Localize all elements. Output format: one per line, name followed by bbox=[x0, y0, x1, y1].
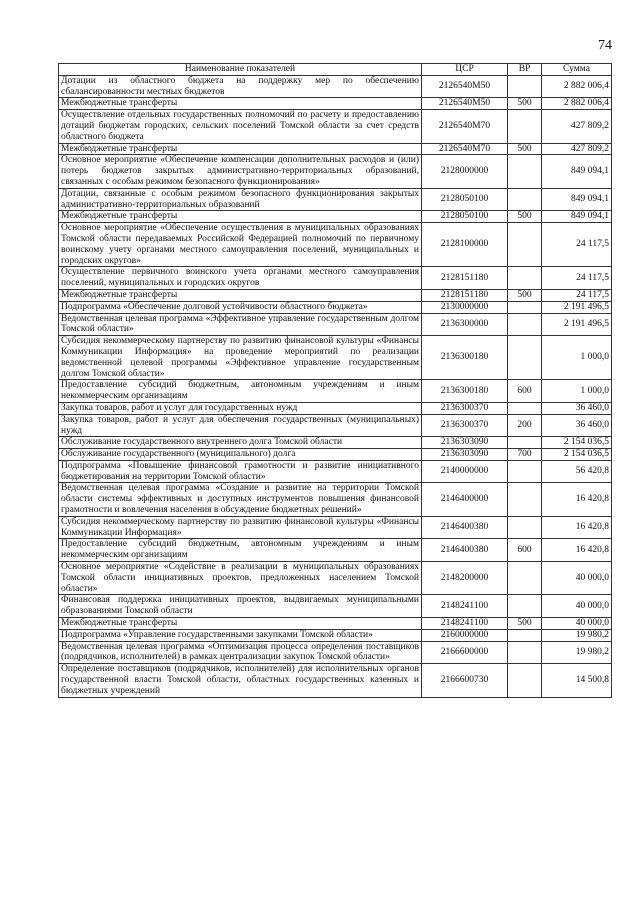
cell-sum: 849 094,1 bbox=[542, 211, 612, 223]
table-row bbox=[59, 449, 612, 461]
cell-csr: 2128000000 bbox=[422, 155, 508, 188]
table-header-row bbox=[59, 64, 612, 76]
cell-sum: 2 882 006,4 bbox=[542, 75, 612, 98]
cell-sum: 40 000,0 bbox=[542, 595, 612, 618]
cell-csr: 2136300180 bbox=[422, 380, 508, 403]
cell-sum: 19 980,2 bbox=[542, 629, 612, 641]
cell-sum: 2 191 496,5 bbox=[542, 313, 612, 336]
cell-name: Предоставление субсидий бюджетным, автономным учреждениям и иным некоммерческим организациям bbox=[59, 539, 422, 562]
table-row bbox=[59, 289, 612, 301]
cell-name: Осуществление отдельных государственных полномочий по расчету и предоставлению дотаций бюджетам городских, сельских поселений Томской области за счет средств областного бюджета bbox=[59, 110, 422, 143]
cell-csr: 2148241100 bbox=[422, 618, 508, 630]
cell-name: Межбюджетные трансферты bbox=[59, 211, 422, 223]
cell-sum: 36 460,0 bbox=[542, 414, 612, 437]
cell-csr: 2128050100 bbox=[422, 211, 508, 223]
cell-csr: 2128151180 bbox=[422, 289, 508, 301]
cell-csr: 2148200000 bbox=[422, 562, 508, 595]
cell-sum: 24 117,5 bbox=[542, 223, 612, 267]
table-row bbox=[59, 629, 612, 641]
cell-vr bbox=[508, 75, 542, 98]
cell-sum: 19 980,2 bbox=[542, 641, 612, 664]
cell-csr: 2136300000 bbox=[422, 313, 508, 336]
cell-sum: 14 500,8 bbox=[542, 664, 612, 697]
table-row bbox=[59, 188, 612, 211]
cell-sum: 427 809,2 bbox=[542, 110, 612, 143]
cell-name: Закупка товаров, работ и услуг для обеспечения государственных (муниципальных) нужд bbox=[59, 414, 422, 437]
cell-vr bbox=[508, 595, 542, 618]
cell-sum: 2 882 006,4 bbox=[542, 98, 612, 110]
cell-csr: 2160000000 bbox=[422, 629, 508, 641]
cell-name: Финансовая поддержка инициативных проектов, выдвигаемых муниципальными образованиями Томской области bbox=[59, 595, 422, 618]
cell-name: Определение поставщиков (подрядчиков, исполнителей) для исполнительных органов государственной власти Томской области, областных государственных казенных и бюджетных учреждений bbox=[59, 664, 422, 697]
cell-csr: 2126540М70 bbox=[422, 143, 508, 155]
cell-name: Ведомственная целевая программа «Оптимизация процесса определения поставщиков (подрядчиков, исполнителей) в рамках централизации закупок Томской области» bbox=[59, 641, 422, 664]
table-row bbox=[59, 143, 612, 155]
table-row bbox=[59, 155, 612, 188]
table-body bbox=[59, 75, 612, 697]
cell-vr bbox=[508, 223, 542, 267]
header-csr: ЦСР bbox=[422, 64, 508, 76]
cell-csr: 2136303090 bbox=[422, 449, 508, 461]
cell-name: Межбюджетные трансферты bbox=[59, 618, 422, 630]
cell-sum: 40 000,0 bbox=[542, 618, 612, 630]
table-row bbox=[59, 110, 612, 143]
cell-vr bbox=[508, 313, 542, 336]
cell-sum: 2 154 036,5 bbox=[542, 449, 612, 461]
cell-csr: 2146400380 bbox=[422, 516, 508, 539]
cell-csr: 2166600730 bbox=[422, 664, 508, 697]
cell-name: Обслуживание государственного (муниципального) долга bbox=[59, 449, 422, 461]
cell-csr: 2130000000 bbox=[422, 301, 508, 313]
table-row bbox=[59, 483, 612, 516]
cell-vr bbox=[508, 437, 542, 449]
cell-sum: 427 809,2 bbox=[542, 143, 612, 155]
table-row bbox=[59, 414, 612, 437]
cell-name: Предоставление субсидий бюджетным, автономным учреждениям и иным некоммерческим организациям bbox=[59, 380, 422, 403]
table-row bbox=[59, 380, 612, 403]
cell-sum: 849 094,1 bbox=[542, 188, 612, 211]
cell-name: Межбюджетные трансферты bbox=[59, 289, 422, 301]
table-row bbox=[59, 562, 612, 595]
cell-sum: 2 191 496,5 bbox=[542, 301, 612, 313]
table-row bbox=[59, 301, 612, 313]
cell-name: Субсидия некоммерческому партнерству по развитию финансовой культуры «Финансы Коммуникации Информация» bbox=[59, 516, 422, 539]
header-vr: ВР bbox=[508, 64, 542, 76]
cell-vr bbox=[508, 483, 542, 516]
cell-sum: 1 000,0 bbox=[542, 380, 612, 403]
cell-name: Закупка товаров, работ и услуг для государственных нужд bbox=[59, 402, 422, 414]
cell-sum: 24 117,5 bbox=[542, 267, 612, 290]
cell-vr bbox=[508, 516, 542, 539]
cell-name: Межбюджетные трансферты bbox=[59, 98, 422, 110]
cell-vr bbox=[508, 402, 542, 414]
table-row bbox=[59, 75, 612, 98]
cell-vr: 500 bbox=[508, 143, 542, 155]
cell-sum: 56 420,8 bbox=[542, 460, 612, 483]
cell-name: Дотации из областного бюджета на поддержку мер по обеспечению сбалансированности местных бюджетов bbox=[59, 75, 422, 98]
cell-vr: 500 bbox=[508, 618, 542, 630]
cell-sum: 16 420,8 bbox=[542, 483, 612, 516]
table-row bbox=[59, 664, 612, 697]
cell-vr: 200 bbox=[508, 414, 542, 437]
table-row bbox=[59, 539, 612, 562]
table-row bbox=[59, 211, 612, 223]
cell-name: Субсидия некоммерческому партнерству по развитию финансовой культуры «Финансы Коммуникации Информация» на проведение мероприятий по реализации ведомственной целевой программы «Эффективное управление государственным долгом Томской области» bbox=[59, 336, 422, 380]
cell-vr bbox=[508, 155, 542, 188]
cell-sum: 40 000,0 bbox=[542, 562, 612, 595]
cell-sum: 849 094,1 bbox=[542, 155, 612, 188]
cell-name: Обслуживание государственного внутреннего долга Томской области bbox=[59, 437, 422, 449]
cell-vr bbox=[508, 188, 542, 211]
cell-vr bbox=[508, 460, 542, 483]
cell-csr: 2126540М50 bbox=[422, 98, 508, 110]
table-row bbox=[59, 267, 612, 290]
cell-csr: 2128050100 bbox=[422, 188, 508, 211]
cell-vr bbox=[508, 267, 542, 290]
cell-name: Подпрограмма «Управление государственными закупками Томской области» bbox=[59, 629, 422, 641]
cell-sum: 24 117,5 bbox=[542, 289, 612, 301]
cell-csr: 2146400380 bbox=[422, 539, 508, 562]
cell-csr: 2136303090 bbox=[422, 437, 508, 449]
cell-vr: 600 bbox=[508, 380, 542, 403]
header-name: Наименование показателей bbox=[59, 64, 422, 76]
cell-csr: 2126540М50 bbox=[422, 75, 508, 98]
cell-vr: 500 bbox=[508, 98, 542, 110]
cell-sum: 36 460,0 bbox=[542, 402, 612, 414]
cell-vr bbox=[508, 641, 542, 664]
cell-csr: 2128151180 bbox=[422, 267, 508, 290]
cell-name: Ведомственная целевая программа «Создание и развитие на территории Томской области системы эффективных и доступных инструментов повышения финансовой грамотности и вовлечения населения в обсуждение бюджетных решений» bbox=[59, 483, 422, 516]
cell-csr: 2136300370 bbox=[422, 414, 508, 437]
cell-vr: 500 bbox=[508, 211, 542, 223]
cell-name: Ведомственная целевая программа «Эффективное управление государственным долгом Томской области» bbox=[59, 313, 422, 336]
cell-csr: 2140000000 bbox=[422, 460, 508, 483]
cell-sum: 16 420,8 bbox=[542, 516, 612, 539]
cell-csr: 2128100000 bbox=[422, 223, 508, 267]
budget-table bbox=[58, 63, 612, 698]
cell-vr: 600 bbox=[508, 539, 542, 562]
cell-vr bbox=[508, 664, 542, 697]
cell-name: Подпрограмма «Обеспечение долговой устойчивости областного бюджета» bbox=[59, 301, 422, 313]
cell-vr bbox=[508, 562, 542, 595]
cell-vr bbox=[508, 301, 542, 313]
table-row bbox=[59, 437, 612, 449]
cell-vr bbox=[508, 336, 542, 380]
cell-csr: 2136300180 bbox=[422, 336, 508, 380]
cell-name: Осуществление первичного воинского учета органами местного самоуправления поселений, муниципальных и городских округов bbox=[59, 267, 422, 290]
header-sum: Сумма bbox=[542, 64, 612, 76]
cell-name: Основное мероприятие «Обеспечение осуществления в муниципальных образованиях Томской области передаваемых Российской Федерацией полномочий по первичному воинскому учету органами местного самоуправления поселений, муниципальных и городских округов» bbox=[59, 223, 422, 267]
cell-sum: 1 000,0 bbox=[542, 336, 612, 380]
cell-csr: 2166600000 bbox=[422, 641, 508, 664]
cell-sum: 16 420,8 bbox=[542, 539, 612, 562]
table-row bbox=[59, 595, 612, 618]
table-row bbox=[59, 516, 612, 539]
table-row bbox=[59, 641, 612, 664]
cell-vr bbox=[508, 629, 542, 641]
cell-csr: 2126540М70 bbox=[422, 110, 508, 143]
table-row bbox=[59, 618, 612, 630]
cell-vr bbox=[508, 110, 542, 143]
table-row bbox=[59, 223, 612, 267]
table-row bbox=[59, 460, 612, 483]
cell-vr: 700 bbox=[508, 449, 542, 461]
cell-vr: 500 bbox=[508, 289, 542, 301]
cell-name: Основное мероприятие «Обеспечение компенсации дополнительных расходов и (или) потерь бюджетов закрытых административно-территориальных образований, связанных с особым режимом безопасного функционирования» bbox=[59, 155, 422, 188]
cell-name: Основное мероприятие «Содействие в реализации в муниципальных образованиях Томской области инициативных проектов, предложенных населением Томской области» bbox=[59, 562, 422, 595]
cell-sum: 2 154 036,5 bbox=[542, 437, 612, 449]
table-row bbox=[59, 336, 612, 380]
cell-csr: 2146400000 bbox=[422, 483, 508, 516]
cell-csr: 2136300370 bbox=[422, 402, 508, 414]
cell-csr: 2148241100 bbox=[422, 595, 508, 618]
table-row bbox=[59, 402, 612, 414]
cell-name: Подпрограмма «Повышение финансовой грамотности и развитие инициативного бюджетирования на территории Томской области» bbox=[59, 460, 422, 483]
table-row bbox=[59, 313, 612, 336]
page-number: 74 bbox=[598, 38, 612, 53]
cell-name: Межбюджетные трансферты bbox=[59, 143, 422, 155]
cell-name: Дотации, связанные с особым режимом безопасного функционирования закрытых административно-территориальных образований bbox=[59, 188, 422, 211]
table-row bbox=[59, 98, 612, 110]
